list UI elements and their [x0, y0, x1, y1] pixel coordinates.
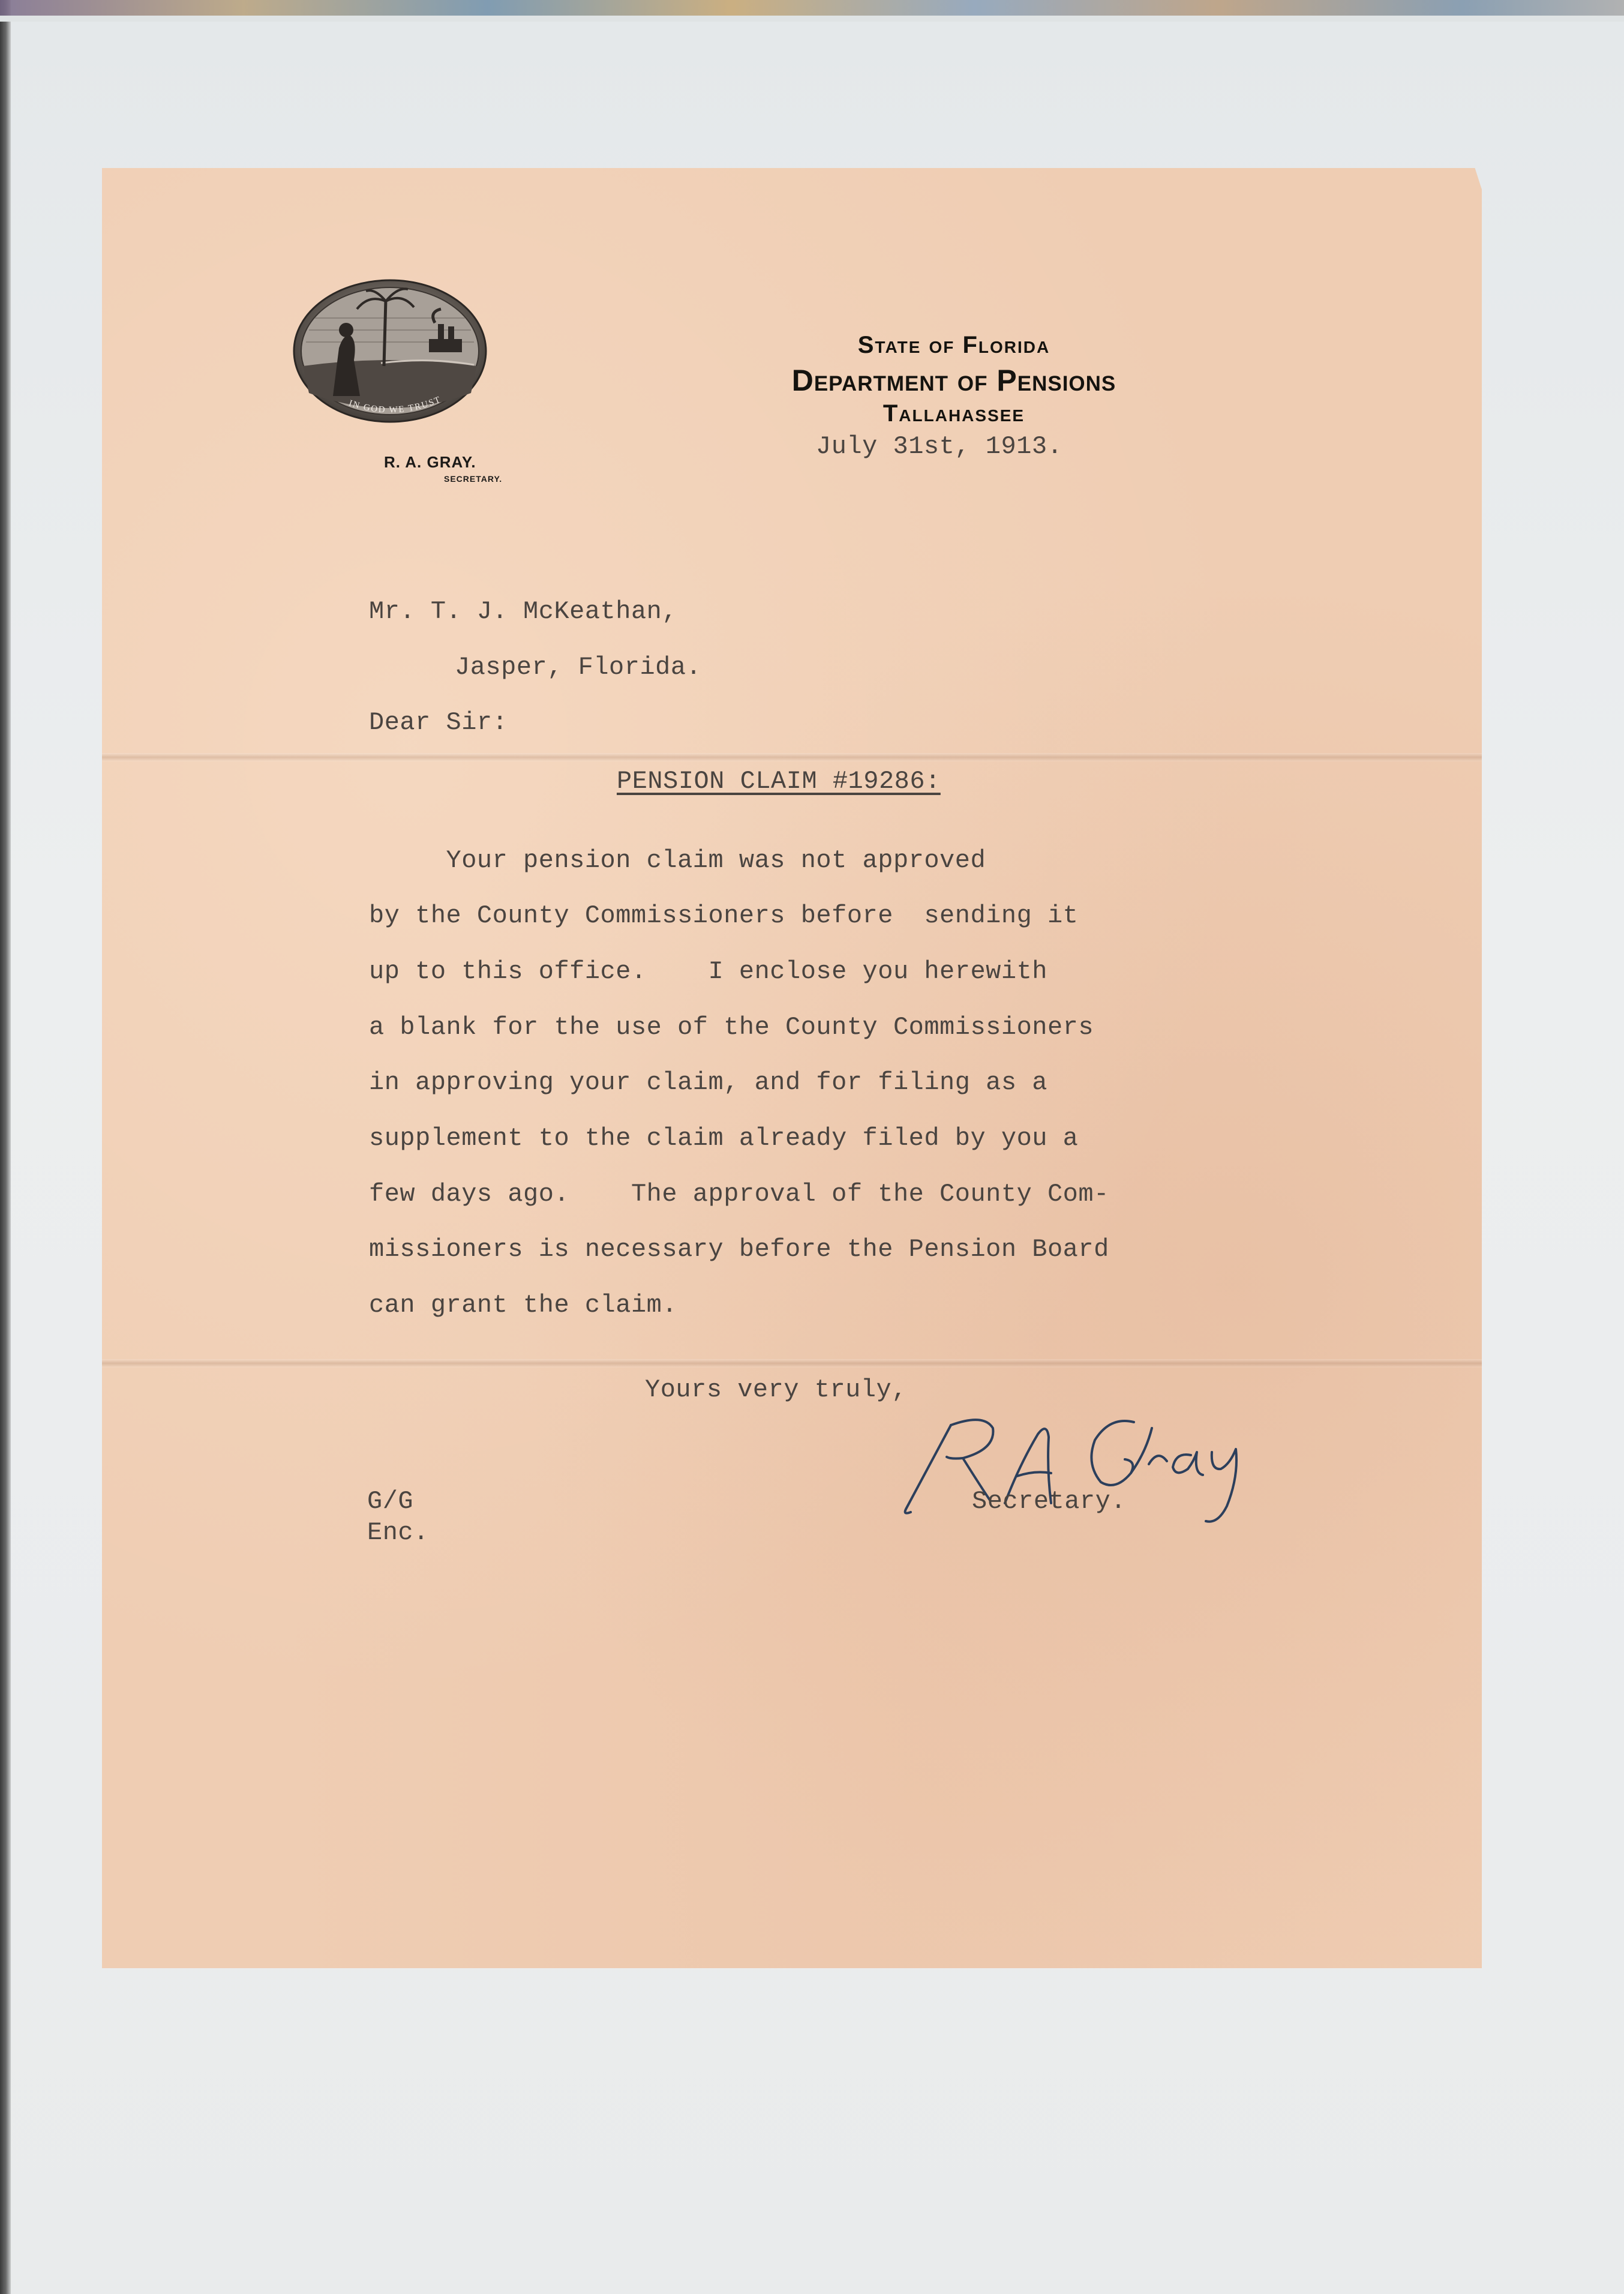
salutation: Dear Sir: [369, 708, 508, 737]
letterhead-department: Department of Pensions [791, 364, 1116, 397]
scanner-top-margin [0, 16, 1624, 22]
paper-fold-upper [102, 753, 1482, 761]
body-line: can grant the claim. [369, 1291, 678, 1320]
closing: Yours very truly, [645, 1375, 907, 1404]
body-line: in approving your claim, and for filing as a [369, 1068, 1047, 1097]
body-line: up to this office. I enclose you herewith [369, 957, 1047, 986]
recipient-location: Jasper, Florida. [455, 653, 702, 682]
paper-fold-lower [102, 1359, 1482, 1368]
body-line: few days ago. The approval of the County Com- [369, 1180, 1109, 1209]
body-line: missioners is necessary before the Pension Board [369, 1235, 1109, 1264]
seal-motto: IN GOD WE TRUST [347, 394, 443, 415]
recipient-name: Mr. T. J. McKeathan, [369, 597, 678, 626]
signer-title: Secretary. [972, 1487, 1127, 1516]
letterhead-secretary-name: R. A. GRAY. [384, 453, 476, 471]
body-line: Your pension claim was not approved [369, 846, 986, 875]
letterhead-secretary-title: SECRETARY. [444, 474, 503, 484]
body-line: supplement to the claim already filed by you a [369, 1124, 1079, 1153]
florida-seal-icon [291, 276, 489, 426]
scanner-left-edge [0, 0, 11, 2294]
subject-line: PENSION CLAIM #19286: [617, 767, 941, 796]
letterhead-city: Tallahassee [882, 400, 1025, 427]
enclosure-note: Enc. [367, 1518, 429, 1547]
letter-date: July 31st, 1913. [816, 432, 1063, 461]
scanner-top-edge [0, 0, 1624, 16]
reference-initials: G/G [367, 1487, 414, 1516]
body-line: a blank for the use of the County Commissioners [369, 1013, 1094, 1042]
body-line: by the County Commissioners before sending it [369, 901, 1079, 930]
letterhead-state: State of Florida [857, 332, 1050, 358]
